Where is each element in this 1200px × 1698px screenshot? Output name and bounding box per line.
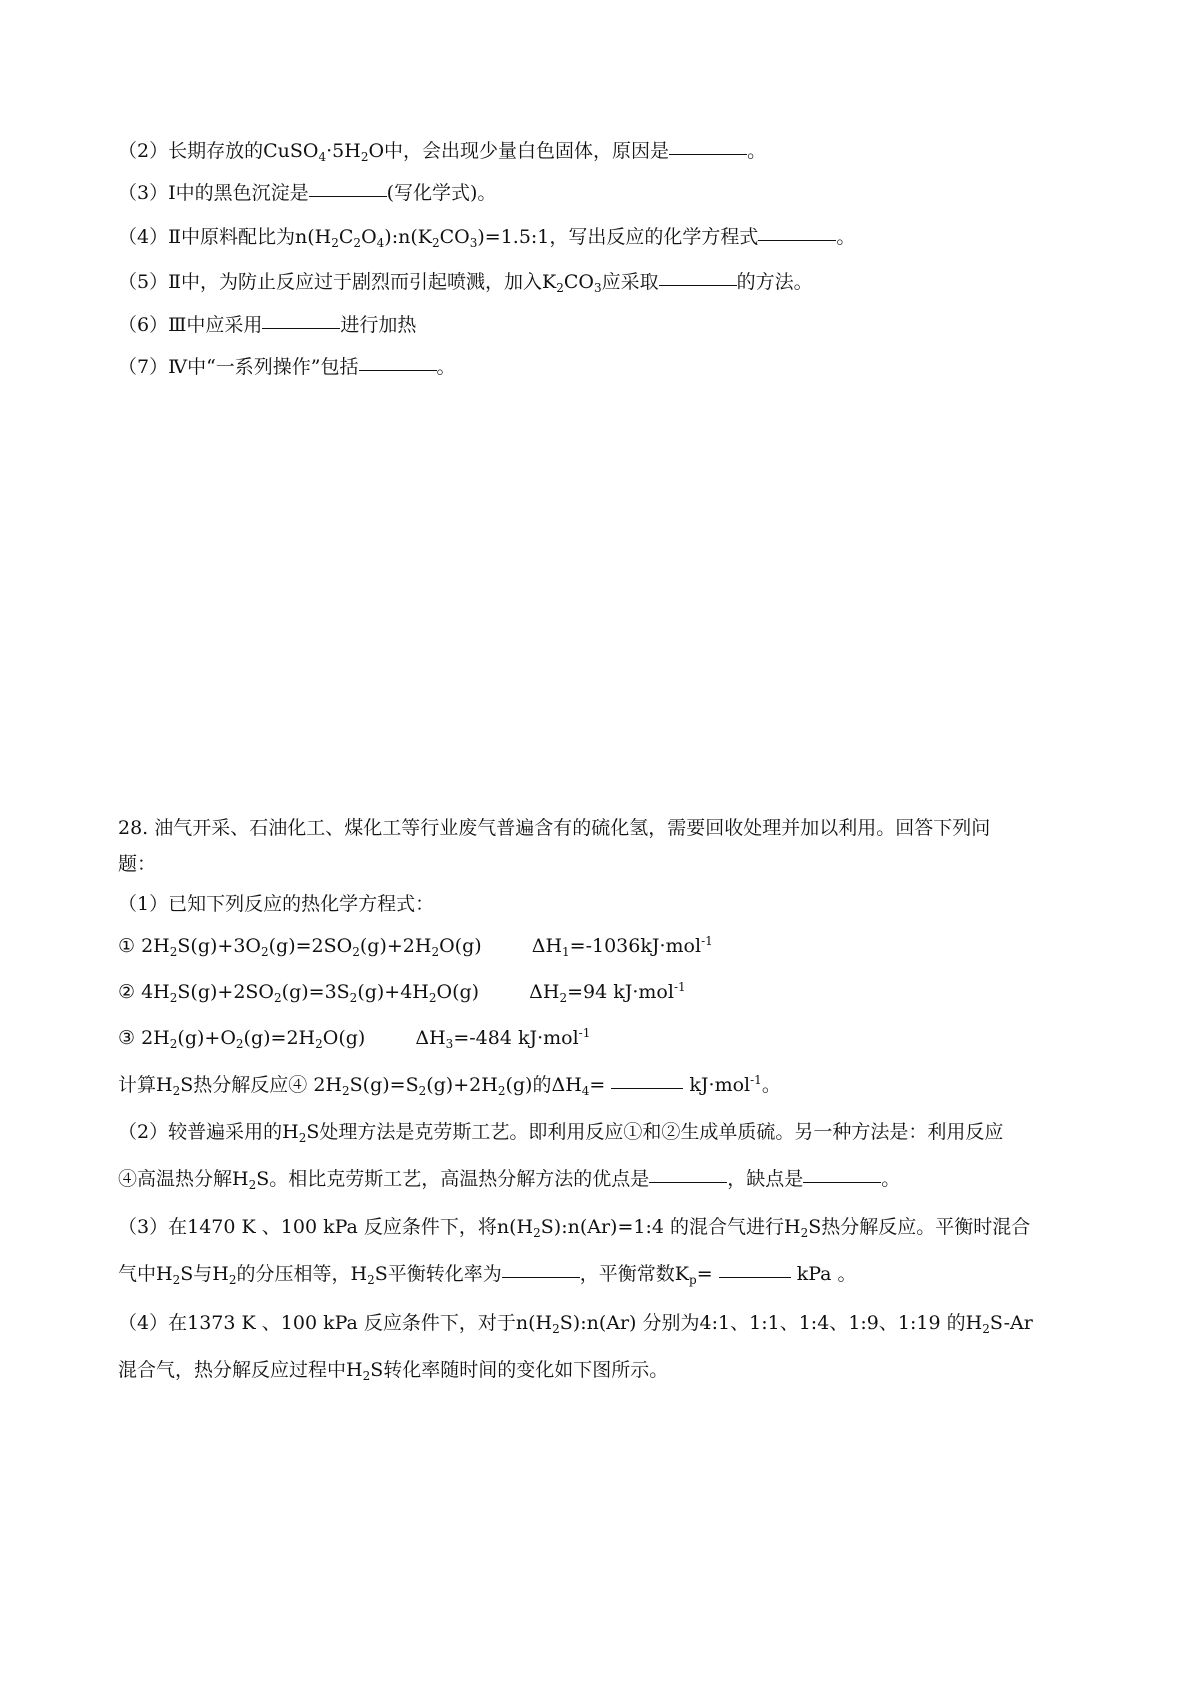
q27-part6: （6）Ⅲ中应采用 进行加热 <box>118 314 417 336</box>
q28-part3: （3）在1470 K 、100 kPa 反应条件下，将$n(H_2S):n(Ar)=1:4$ 的混合气进行$H_2S$热分解反应。平衡时混合 <box>118 1216 1031 1240</box>
q28-calc-line: 计算$H_2S$热分解反应④ $2H_2S(g)=S_2(g)+2H_2(g)$的$\Delta H_4= kJ\cdot mol^{-1}$。 <box>118 1073 781 1098</box>
q28-part3-cont: 气中$H_2S$与$H_2$的分压相等，$H_2S$平衡转化率为 ，平衡常数$K_p=$ kPa 。 <box>118 1263 857 1287</box>
q27-part7: （7）Ⅳ中“一系列操作”包括 。 <box>118 356 456 378</box>
answer-blank[interactable] <box>659 284 737 286</box>
answer-blank[interactable] <box>611 1087 683 1089</box>
answer-blank[interactable] <box>669 153 747 155</box>
answer-blank[interactable] <box>758 239 836 241</box>
enthalpy-2: $\Delta H_2=94$ kJ·mol$^{-1}$ <box>529 980 686 1005</box>
q27-part4: （4）Ⅱ中原料配比为$n(H_2C_2O_4):n(K_2CO_3)=1.5:1$，写出反应的化学方程式 。 <box>118 226 856 250</box>
answer-blank[interactable] <box>502 1276 580 1278</box>
q27-part3: （3）Ⅰ中的黑色沉淀是 (写化学式)。 <box>118 182 497 204</box>
answer-blank[interactable] <box>719 1276 791 1278</box>
answer-blank[interactable] <box>803 1181 881 1183</box>
answer-blank[interactable] <box>649 1181 727 1183</box>
q27-part2: （2）长期存放的$CuSO_4\cdot 5H_2O$中，会出现少量白色固体，原因是 。 <box>118 140 767 164</box>
answer-blank[interactable] <box>262 327 340 329</box>
q27-part5: （5）Ⅱ中，为防止反应过于剧烈而引起喷溅，加入$K_2CO_3$应采取 的方法。 <box>118 271 813 295</box>
equation-2: ② $4H_2S(g)+2SO_2(g)=3S_2(g)+4H_2O(g)$ $\Delta H_2=94$ kJ·mol$^{-1}$ <box>118 980 686 1005</box>
q28-part1: （1）已知下列反应的热化学方程式： <box>118 893 435 915</box>
answer-blank[interactable] <box>359 369 437 371</box>
enthalpy-3: $\Delta H_3=-484$ kJ·mol$^{-1}$ <box>415 1026 591 1051</box>
equation-3: ③ $2H_2(g)+O_2(g)=2H_2O(g)$ $\Delta H_3=-484$ kJ·mol$^{-1}$ <box>118 1026 591 1051</box>
equation-1: ① $2H_2S(g)+3O_2(g)=2SO_2(g)+2H_2O(g)$ $\Delta H_1=-1036kJ\cdot mol^{-1}$ <box>118 934 713 959</box>
enthalpy-1: $\Delta H_1=-1036kJ\cdot mol^{-1}$ <box>531 934 713 959</box>
q28-part4-cont: 混合气，热分解反应过程中$H_2S$转化率随时间的变化如下图所示。 <box>118 1359 669 1383</box>
q28-part2: （2）较普遍采用的$H_2S$处理方法是克劳斯工艺。即利用反应①和②生成单质硫。另一种方法是：利用反应 <box>118 1121 1004 1145</box>
q28-part2-cont: ④高温热分解$H_2S$。相比克劳斯工艺，高温热分解方法的优点是 ，缺点是 。 <box>118 1168 901 1192</box>
q28-part4: （4）在1373 K 、100 kPa 反应条件下，对于$n(H_2S):n(Ar)$ 分别为4:1、1:1、1:4、1:9、1:19 的$H_2S-Ar$ <box>118 1312 1033 1336</box>
answer-blank[interactable] <box>309 195 387 197</box>
q28-intro: 28. 油气开采、石油化工、煤化工等行业废气普遍含有的硫化氢，需要回收处理并加以利用。回答下列问 <box>118 817 991 839</box>
q28-intro-cont: 题： <box>118 853 157 875</box>
